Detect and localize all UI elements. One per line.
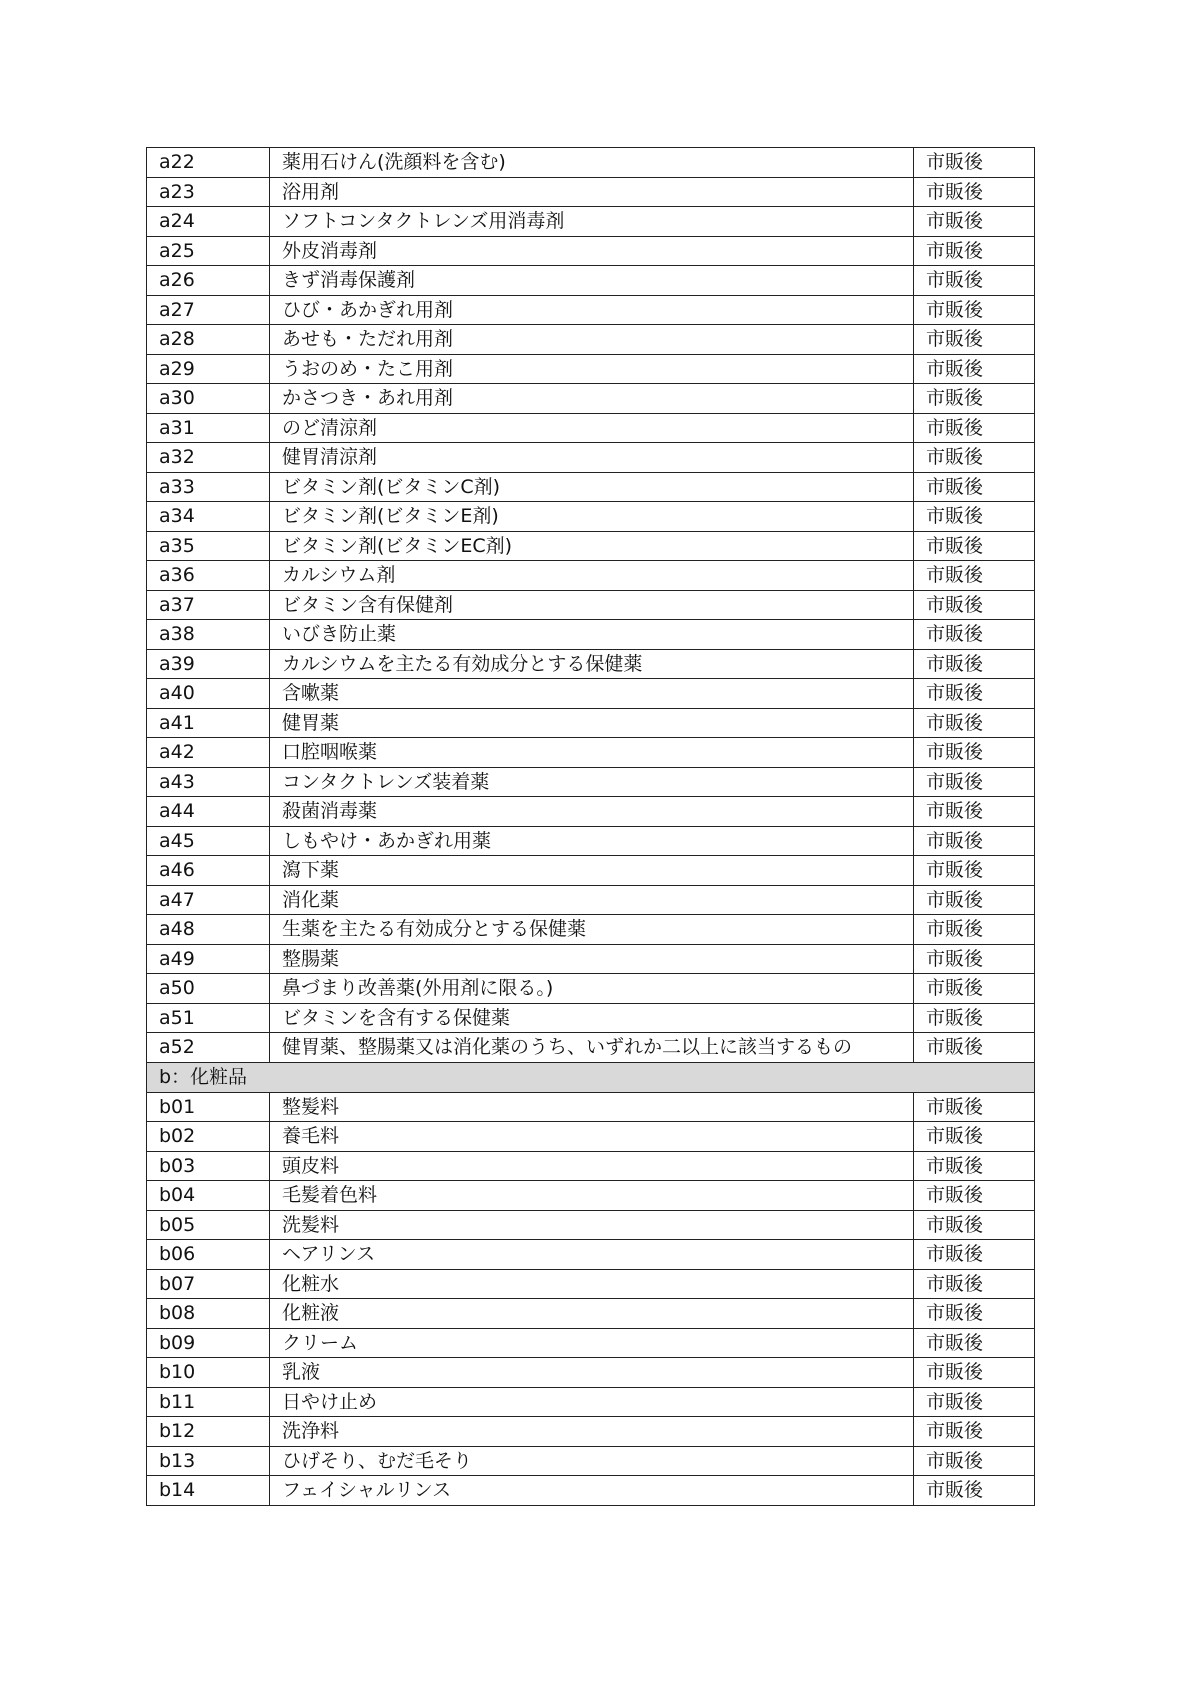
table-row bbox=[147, 915, 1035, 945]
product-category-table bbox=[146, 147, 1035, 1506]
item-status: 市販後 bbox=[914, 620, 1035, 650]
item-code: b01 bbox=[147, 1092, 270, 1122]
item-code: a29 bbox=[147, 354, 270, 384]
item-status: 市販後 bbox=[914, 974, 1035, 1004]
item-code: a42 bbox=[147, 738, 270, 768]
item-code: a50 bbox=[147, 974, 270, 1004]
item-name: 乳液 bbox=[270, 1358, 914, 1388]
item-name: 洗浄料 bbox=[270, 1417, 914, 1447]
item-status: 市販後 bbox=[914, 207, 1035, 237]
item-name: クリーム bbox=[270, 1328, 914, 1358]
item-name: のど清涼剤 bbox=[270, 413, 914, 443]
item-name: あせも・ただれ用剤 bbox=[270, 325, 914, 355]
item-name: ソフトコンタクトレンズ用消毒剤 bbox=[270, 207, 914, 237]
item-status: 市販後 bbox=[914, 944, 1035, 974]
item-status: 市販後 bbox=[914, 148, 1035, 178]
item-name: 健胃清涼剤 bbox=[270, 443, 914, 473]
item-name: うおのめ・たこ用剤 bbox=[270, 354, 914, 384]
item-code: b14 bbox=[147, 1476, 270, 1506]
item-status: 市販後 bbox=[914, 1417, 1035, 1447]
item-status: 市販後 bbox=[914, 413, 1035, 443]
item-name: 外皮消毒剤 bbox=[270, 236, 914, 266]
item-status: 市販後 bbox=[914, 1476, 1035, 1506]
table-row bbox=[147, 944, 1035, 974]
table-row bbox=[147, 1446, 1035, 1476]
item-status: 市販後 bbox=[914, 177, 1035, 207]
item-code: a43 bbox=[147, 767, 270, 797]
item-name: コンタクトレンズ装着薬 bbox=[270, 767, 914, 797]
item-code: a49 bbox=[147, 944, 270, 974]
item-code: a38 bbox=[147, 620, 270, 650]
item-code: a33 bbox=[147, 472, 270, 502]
item-status: 市販後 bbox=[914, 472, 1035, 502]
item-name: フェイシャルリンス bbox=[270, 1476, 914, 1506]
item-status: 市販後 bbox=[914, 1269, 1035, 1299]
item-code: b10 bbox=[147, 1358, 270, 1388]
item-name: 化粧液 bbox=[270, 1299, 914, 1329]
item-status: 市販後 bbox=[914, 561, 1035, 591]
item-name: 洗髪料 bbox=[270, 1210, 914, 1240]
item-status: 市販後 bbox=[914, 1358, 1035, 1388]
table-row bbox=[147, 590, 1035, 620]
item-code: b05 bbox=[147, 1210, 270, 1240]
item-status: 市販後 bbox=[914, 1181, 1035, 1211]
item-name: 含嗽薬 bbox=[270, 679, 914, 709]
item-code: a46 bbox=[147, 856, 270, 886]
item-code: b08 bbox=[147, 1299, 270, 1329]
item-name: 瀉下薬 bbox=[270, 856, 914, 886]
item-name: ビタミン剤(ビタミンC剤) bbox=[270, 472, 914, 502]
item-name: かさつき・あれ用剤 bbox=[270, 384, 914, 414]
table-row bbox=[147, 1181, 1035, 1211]
item-code: a30 bbox=[147, 384, 270, 414]
item-status: 市販後 bbox=[914, 856, 1035, 886]
item-code: b09 bbox=[147, 1328, 270, 1358]
item-name: 薬用石けん(洗顔料を含む) bbox=[270, 148, 914, 178]
item-status: 市販後 bbox=[914, 590, 1035, 620]
item-name: 浴用剤 bbox=[270, 177, 914, 207]
item-name: 毛髪着色料 bbox=[270, 1181, 914, 1211]
item-code: a40 bbox=[147, 679, 270, 709]
table-row bbox=[147, 443, 1035, 473]
table-row bbox=[147, 649, 1035, 679]
item-status: 市販後 bbox=[914, 708, 1035, 738]
item-code: b02 bbox=[147, 1122, 270, 1152]
item-status: 市販後 bbox=[914, 1446, 1035, 1476]
item-status: 市販後 bbox=[914, 649, 1035, 679]
item-status: 市販後 bbox=[914, 1210, 1035, 1240]
section-title: b：化粧品 bbox=[147, 1063, 1035, 1093]
item-status: 市販後 bbox=[914, 1122, 1035, 1152]
item-code: a31 bbox=[147, 413, 270, 443]
item-status: 市販後 bbox=[914, 236, 1035, 266]
table-row bbox=[147, 1122, 1035, 1152]
item-name: 生薬を主たる有効成分とする保健薬 bbox=[270, 915, 914, 945]
table-row bbox=[147, 974, 1035, 1004]
table-row bbox=[147, 708, 1035, 738]
item-code: a25 bbox=[147, 236, 270, 266]
table-row bbox=[147, 620, 1035, 650]
item-code: b04 bbox=[147, 1181, 270, 1211]
item-name: ひげそり、むだ毛そり bbox=[270, 1446, 914, 1476]
item-status: 市販後 bbox=[914, 531, 1035, 561]
item-status: 市販後 bbox=[914, 767, 1035, 797]
item-name: 整腸薬 bbox=[270, 944, 914, 974]
item-status: 市販後 bbox=[914, 915, 1035, 945]
table-row bbox=[147, 1003, 1035, 1033]
table-row bbox=[147, 738, 1035, 768]
item-code: a26 bbox=[147, 266, 270, 296]
item-status: 市販後 bbox=[914, 266, 1035, 296]
item-name: ひび・あかぎれ用剤 bbox=[270, 295, 914, 325]
item-code: b06 bbox=[147, 1240, 270, 1270]
table-row bbox=[147, 413, 1035, 443]
item-code: a37 bbox=[147, 590, 270, 620]
item-status: 市販後 bbox=[914, 885, 1035, 915]
item-code: a36 bbox=[147, 561, 270, 591]
item-name: 頭皮料 bbox=[270, 1151, 914, 1181]
item-code: a34 bbox=[147, 502, 270, 532]
table-row bbox=[147, 1151, 1035, 1181]
item-code: a45 bbox=[147, 826, 270, 856]
item-status: 市販後 bbox=[914, 1328, 1035, 1358]
item-code: b07 bbox=[147, 1269, 270, 1299]
item-code: a32 bbox=[147, 443, 270, 473]
table-row bbox=[147, 1358, 1035, 1388]
item-name: 殺菌消毒薬 bbox=[270, 797, 914, 827]
item-name: ビタミン含有保健剤 bbox=[270, 590, 914, 620]
table-row bbox=[147, 767, 1035, 797]
item-status: 市販後 bbox=[914, 797, 1035, 827]
table-row bbox=[147, 1417, 1035, 1447]
item-code: a41 bbox=[147, 708, 270, 738]
table-row bbox=[147, 177, 1035, 207]
item-code: a51 bbox=[147, 1003, 270, 1033]
item-code: a23 bbox=[147, 177, 270, 207]
item-code: a35 bbox=[147, 531, 270, 561]
table-row bbox=[147, 797, 1035, 827]
table-row bbox=[147, 266, 1035, 296]
table-row bbox=[147, 236, 1035, 266]
item-name: 健胃薬 bbox=[270, 708, 914, 738]
item-code: b03 bbox=[147, 1151, 270, 1181]
item-status: 市販後 bbox=[914, 1033, 1035, 1063]
item-name: ビタミン剤(ビタミンEC剤) bbox=[270, 531, 914, 561]
item-status: 市販後 bbox=[914, 1240, 1035, 1270]
item-name: カルシウムを主たる有効成分とする保健薬 bbox=[270, 649, 914, 679]
table-row bbox=[147, 384, 1035, 414]
item-code: b12 bbox=[147, 1417, 270, 1447]
item-name: ビタミン剤(ビタミンE剤) bbox=[270, 502, 914, 532]
item-status: 市販後 bbox=[914, 295, 1035, 325]
table-row bbox=[147, 472, 1035, 502]
item-code: a22 bbox=[147, 148, 270, 178]
item-status: 市販後 bbox=[914, 1299, 1035, 1329]
item-code: a52 bbox=[147, 1033, 270, 1063]
table-row bbox=[147, 1269, 1035, 1299]
item-code: a44 bbox=[147, 797, 270, 827]
table-row bbox=[147, 1328, 1035, 1358]
table-row bbox=[147, 1387, 1035, 1417]
table-row bbox=[147, 502, 1035, 532]
item-name: しもやけ・あかぎれ用薬 bbox=[270, 826, 914, 856]
item-code: a47 bbox=[147, 885, 270, 915]
item-status: 市販後 bbox=[914, 325, 1035, 355]
table-row bbox=[147, 207, 1035, 237]
table-row bbox=[147, 826, 1035, 856]
item-status: 市販後 bbox=[914, 679, 1035, 709]
item-code: a28 bbox=[147, 325, 270, 355]
table-row bbox=[147, 856, 1035, 886]
table-row bbox=[147, 148, 1035, 178]
table-row bbox=[147, 679, 1035, 709]
item-status: 市販後 bbox=[914, 384, 1035, 414]
table-row bbox=[147, 1033, 1035, 1063]
table-row bbox=[147, 1476, 1035, 1506]
table-row bbox=[147, 1210, 1035, 1240]
section-header-row bbox=[147, 1063, 1035, 1093]
item-status: 市販後 bbox=[914, 1151, 1035, 1181]
item-name: きず消毒保護剤 bbox=[270, 266, 914, 296]
item-name: 日やけ止め bbox=[270, 1387, 914, 1417]
item-name: 消化薬 bbox=[270, 885, 914, 915]
table-row bbox=[147, 325, 1035, 355]
item-name: ビタミンを含有する保健薬 bbox=[270, 1003, 914, 1033]
item-status: 市販後 bbox=[914, 1092, 1035, 1122]
table-row bbox=[147, 1299, 1035, 1329]
item-code: b11 bbox=[147, 1387, 270, 1417]
item-status: 市販後 bbox=[914, 443, 1035, 473]
table-row bbox=[147, 1092, 1035, 1122]
table-row bbox=[147, 295, 1035, 325]
item-code: a24 bbox=[147, 207, 270, 237]
item-status: 市販後 bbox=[914, 1003, 1035, 1033]
item-name: 養毛料 bbox=[270, 1122, 914, 1152]
item-code: a39 bbox=[147, 649, 270, 679]
item-name: 化粧水 bbox=[270, 1269, 914, 1299]
item-code: a48 bbox=[147, 915, 270, 945]
table-body bbox=[147, 148, 1035, 1506]
item-name: カルシウム剤 bbox=[270, 561, 914, 591]
table-row bbox=[147, 1240, 1035, 1270]
table-row bbox=[147, 561, 1035, 591]
item-status: 市販後 bbox=[914, 502, 1035, 532]
item-status: 市販後 bbox=[914, 1387, 1035, 1417]
item-status: 市販後 bbox=[914, 738, 1035, 768]
item-code: a27 bbox=[147, 295, 270, 325]
table-row bbox=[147, 531, 1035, 561]
item-status: 市販後 bbox=[914, 826, 1035, 856]
item-code: b13 bbox=[147, 1446, 270, 1476]
item-name: 鼻づまり改善薬(外用剤に限る。) bbox=[270, 974, 914, 1004]
item-name: ヘアリンス bbox=[270, 1240, 914, 1270]
item-name: 健胃薬、整腸薬又は消化薬のうち、いずれか二以上に該当するもの bbox=[270, 1033, 914, 1063]
table-row bbox=[147, 885, 1035, 915]
item-status: 市販後 bbox=[914, 354, 1035, 384]
item-name: 整髪料 bbox=[270, 1092, 914, 1122]
table-row bbox=[147, 354, 1035, 384]
item-name: 口腔咽喉薬 bbox=[270, 738, 914, 768]
item-name: いびき防止薬 bbox=[270, 620, 914, 650]
